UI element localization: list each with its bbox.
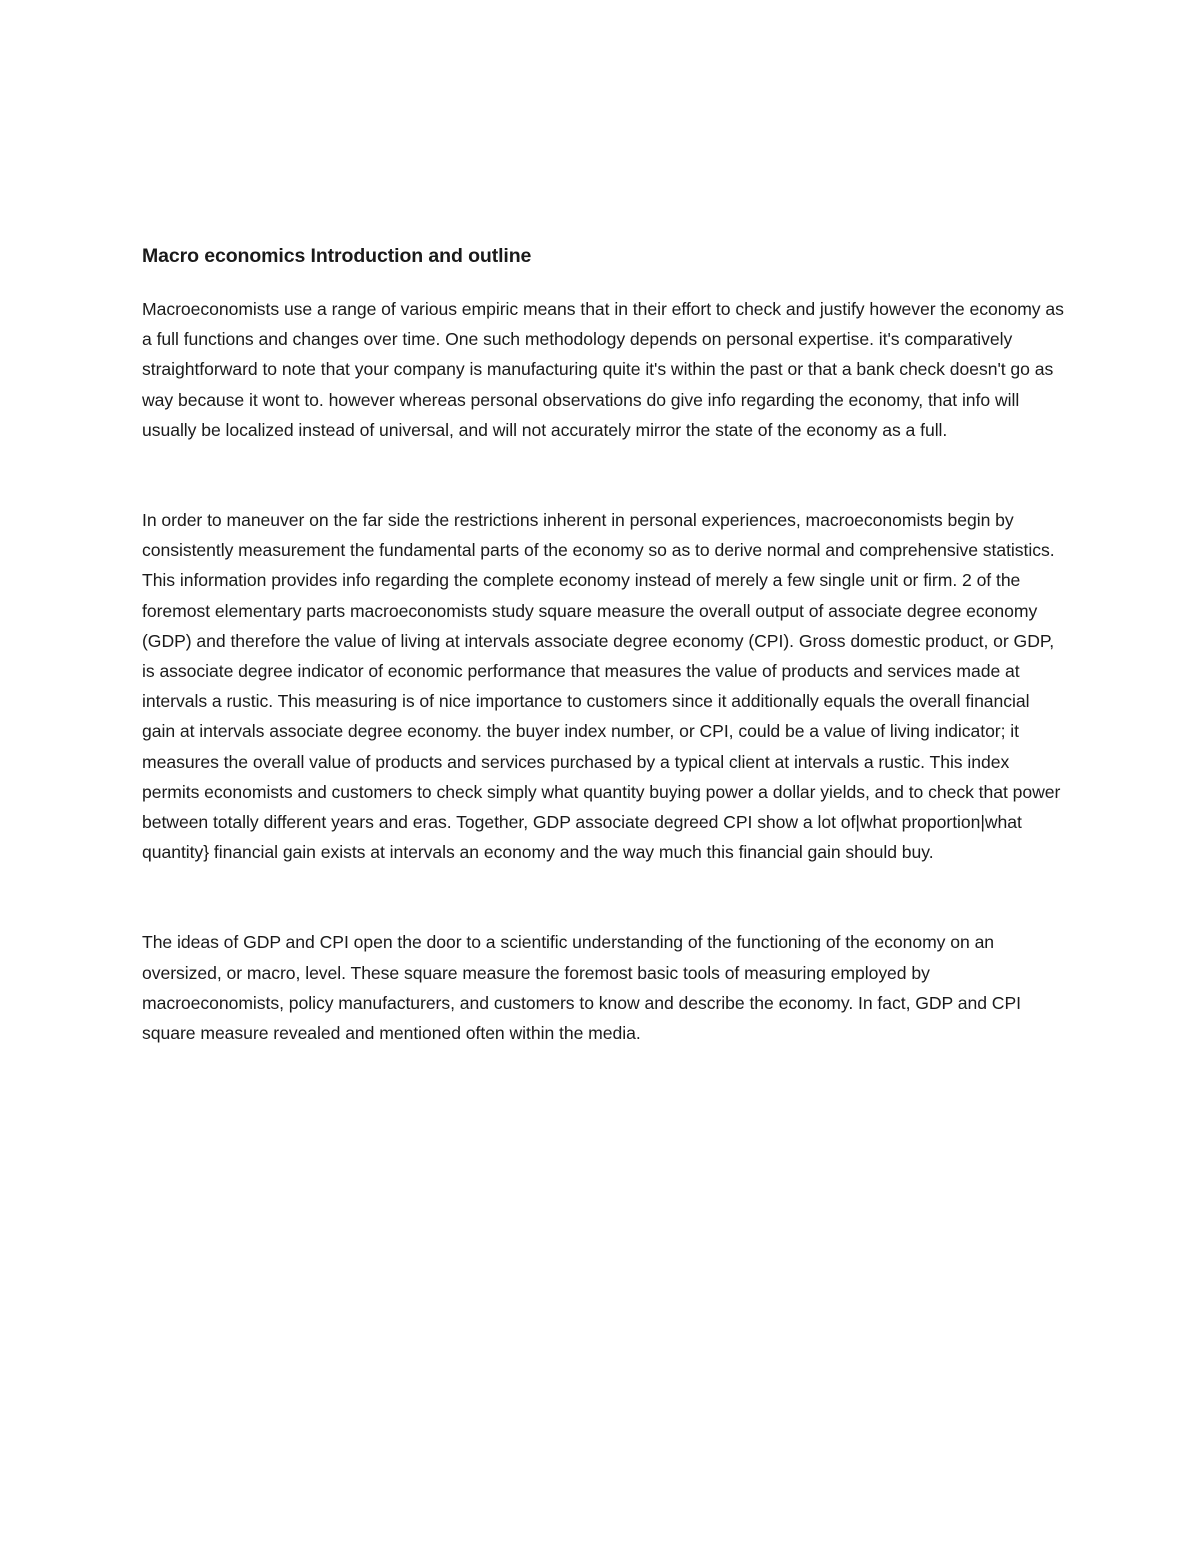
paragraph-intro: Macroeconomists use a range of various empiric means that in their effort to check and justify however the economy as a full functions and changes over time. One such methodology depends on personal expertise. it's comparatively straightforward to note that your company is manufacturing quite it's within the past or that a bank check doesn't go as way because it wont to. however whereas personal observations do give info regarding the economy, that info will usually be localized instead of universal, and will not accurately mirror the state of the economy as a full. [142,299,1064,440]
document-title: Macro economics Introduction and outline [142,245,532,267]
paragraph-measurement: In order to maneuver on the far side the restrictions inherent in personal experiences, macroeconomists begin by consistently measurement the fundamental parts of the economy so as to derive normal and comprehensive statistics. This information provides info regarding the complete economy instead of merely a few single unit or firm. 2 of the foremost elementary parts macroeconomists study square measure the overall output of associate degree economy (GDP) and therefore the value of living at intervals associate degree economy (CPI). Gross domestic product, or GDP, is associate degree indicator of economic performance that measures the value of products and services made at intervals a rustic. This measuring is of nice importance to customers since it additionally equals the overall financial gain at intervals associate degree economy. the buyer index number, or CPI, could be a value of living indicator; it measures the overall value of products and services purchased by a typical client at intervals a rustic. This index permits economists and customers to check simply what quantity buying power a dollar yields, and to check that power between totally different years and eras. Together, GDP associate degreed CPI show a lot of|what proportion|what quantity} financial gain exists at intervals an economy and the way much this financial gain should buy. [142,510,1061,863]
document-body [142,240,1067,1048]
paragraph-conclusion: The ideas of GDP and CPI open the door to a scientific understanding of the functioning of the economy on an oversized, or macro, level. These square measure the foremost basic tools of measuring employed by macroeconomists, policy manufacturers, and customers to know and describe the economy. In fact, GDP and CPI square measure revealed and mentioned often within the media. [142,932,1021,1044]
